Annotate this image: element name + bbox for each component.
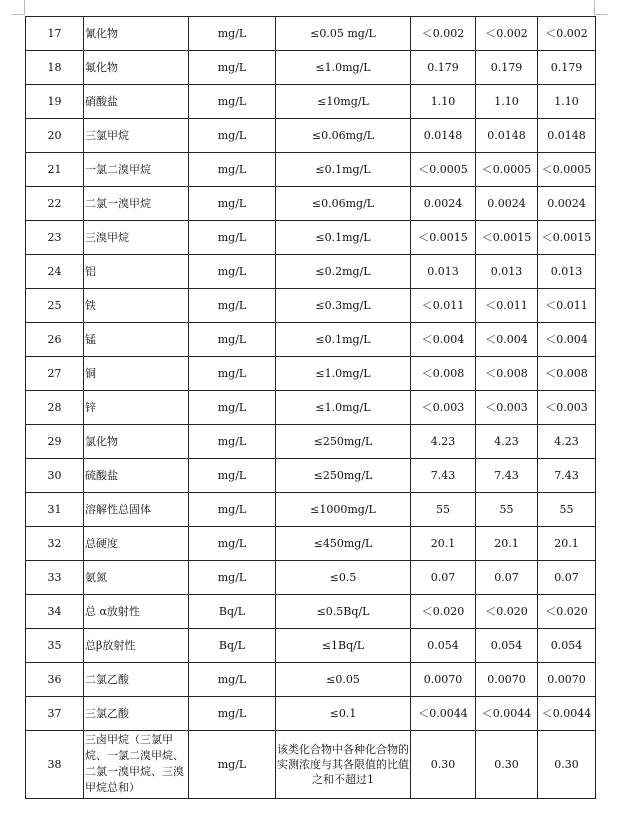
row-number: 34: [26, 595, 84, 629]
table-row: [26, 187, 596, 221]
item-name: 铝: [84, 255, 189, 289]
item-unit: mg/L: [189, 51, 276, 85]
row-number: 28: [26, 391, 84, 425]
row-number: 37: [26, 697, 84, 731]
item-name: 一氯二溴甲烷: [84, 153, 189, 187]
table-row: [26, 391, 596, 425]
result-3: 55: [538, 493, 596, 527]
result-3: ＜0.002: [538, 17, 596, 51]
item-limit: ≤1.0mg/L: [276, 51, 411, 85]
result-3: 7.43: [538, 459, 596, 493]
item-name: 硝酸盐: [84, 85, 189, 119]
result-1: ＜0.004: [411, 323, 476, 357]
item-name: 锰: [84, 323, 189, 357]
result-1: 20.1: [411, 527, 476, 561]
row-number: 25: [26, 289, 84, 323]
item-limit: ≤0.1mg/L: [276, 323, 411, 357]
row-number: 31: [26, 493, 84, 527]
row-number: 38: [26, 731, 84, 799]
result-3: ＜0.008: [538, 357, 596, 391]
result-2: ＜0.020: [476, 595, 538, 629]
result-2: 7.43: [476, 459, 538, 493]
result-3: ＜0.004: [538, 323, 596, 357]
result-3: ＜0.0005: [538, 153, 596, 187]
row-number: 30: [26, 459, 84, 493]
table-row: [26, 289, 596, 323]
table-row: [26, 85, 596, 119]
result-2: ＜0.0044: [476, 697, 538, 731]
result-3: 4.23: [538, 425, 596, 459]
item-limit: ≤0.1: [276, 697, 411, 731]
result-2: ＜0.0005: [476, 153, 538, 187]
result-2: ＜0.008: [476, 357, 538, 391]
item-name: 二氯乙酸: [84, 663, 189, 697]
table-row: [26, 697, 596, 731]
table-row: [26, 17, 596, 51]
item-limit: ≤1000mg/L: [276, 493, 411, 527]
result-1: 0.054: [411, 629, 476, 663]
item-name: 氨氮: [84, 561, 189, 595]
table-row: [26, 527, 596, 561]
result-3: ＜0.0044: [538, 697, 596, 731]
result-2: ＜0.003: [476, 391, 538, 425]
item-limit: ≤0.06mg/L: [276, 187, 411, 221]
result-3: ＜0.011: [538, 289, 596, 323]
result-1: 55: [411, 493, 476, 527]
row-number: 22: [26, 187, 84, 221]
item-unit: mg/L: [189, 255, 276, 289]
result-3: ＜0.0015: [538, 221, 596, 255]
result-1: 0.30: [411, 731, 476, 799]
item-limit: ≤0.2mg/L: [276, 255, 411, 289]
row-number: 33: [26, 561, 84, 595]
result-3: ＜0.003: [538, 391, 596, 425]
table-body: [26, 17, 596, 799]
item-name: 硫酸盐: [84, 459, 189, 493]
result-1: ＜0.020: [411, 595, 476, 629]
result-2: 4.23: [476, 425, 538, 459]
result-3: 0.0148: [538, 119, 596, 153]
table-row: [26, 595, 596, 629]
item-limit: ≤250mg/L: [276, 425, 411, 459]
result-3: 0.07: [538, 561, 596, 595]
item-unit: mg/L: [189, 425, 276, 459]
item-unit: mg/L: [189, 17, 276, 51]
item-limit: ≤0.06mg/L: [276, 119, 411, 153]
item-unit: Bq/L: [189, 595, 276, 629]
result-3: ＜0.020: [538, 595, 596, 629]
row-number: 17: [26, 17, 84, 51]
result-1: ＜0.0015: [411, 221, 476, 255]
item-name: 氰化物: [84, 17, 189, 51]
row-number: 32: [26, 527, 84, 561]
item-unit: mg/L: [189, 527, 276, 561]
result-3: 0.0024: [538, 187, 596, 221]
item-unit: mg/L: [189, 119, 276, 153]
item-unit: Bq/L: [189, 629, 276, 663]
row-number: 26: [26, 323, 84, 357]
table-row: [26, 459, 596, 493]
item-unit: mg/L: [189, 663, 276, 697]
item-limit: ≤1Bq/L: [276, 629, 411, 663]
result-1: ＜0.002: [411, 17, 476, 51]
table-row: [26, 357, 596, 391]
row-number: 23: [26, 221, 84, 255]
row-number: 20: [26, 119, 84, 153]
table-row: [26, 493, 596, 527]
item-name: 氯化物: [84, 425, 189, 459]
result-2: 0.0070: [476, 663, 538, 697]
item-unit: mg/L: [189, 153, 276, 187]
result-1: 0.0148: [411, 119, 476, 153]
item-limit: ≤1.0mg/L: [276, 391, 411, 425]
table-row: [26, 255, 596, 289]
result-2: 1.10: [476, 85, 538, 119]
item-name: 三卤甲烷（三氯甲烷、一氯二溴甲烷、二氯一溴甲烷、三溴甲烷总和）: [84, 731, 189, 799]
item-name: 三溴甲烷: [84, 221, 189, 255]
row-number: 18: [26, 51, 84, 85]
item-limit: ≤0.5Bq/L: [276, 595, 411, 629]
item-limit: ≤0.5: [276, 561, 411, 595]
item-unit: mg/L: [189, 357, 276, 391]
item-limit: ≤10mg/L: [276, 85, 411, 119]
row-number: 24: [26, 255, 84, 289]
result-3: 1.10: [538, 85, 596, 119]
row-number: 35: [26, 629, 84, 663]
result-2: 0.07: [476, 561, 538, 595]
table-row: [26, 51, 596, 85]
table-row: [26, 561, 596, 595]
result-2: 20.1: [476, 527, 538, 561]
result-2: 0.054: [476, 629, 538, 663]
result-2: 0.179: [476, 51, 538, 85]
item-unit: mg/L: [189, 697, 276, 731]
item-unit: mg/L: [189, 85, 276, 119]
item-name: 铁: [84, 289, 189, 323]
table-row: [26, 153, 596, 187]
result-1: 0.0070: [411, 663, 476, 697]
table-row: [26, 663, 596, 697]
result-2: ＜0.004: [476, 323, 538, 357]
item-limit: ≤450mg/L: [276, 527, 411, 561]
result-1: ＜0.011: [411, 289, 476, 323]
page-corner-mark-right: [594, 0, 607, 15]
page-corner-mark-left: [12, 0, 25, 15]
result-3: 0.013: [538, 255, 596, 289]
result-1: 0.179: [411, 51, 476, 85]
result-2: 0.013: [476, 255, 538, 289]
item-limit: ≤250mg/L: [276, 459, 411, 493]
result-2: ＜0.0015: [476, 221, 538, 255]
item-unit: mg/L: [189, 323, 276, 357]
result-3: 20.1: [538, 527, 596, 561]
result-1: 0.0024: [411, 187, 476, 221]
item-name: 总β放射性: [84, 629, 189, 663]
item-unit: mg/L: [189, 493, 276, 527]
item-limit: ≤0.3mg/L: [276, 289, 411, 323]
result-3: 0.0070: [538, 663, 596, 697]
item-unit: mg/L: [189, 561, 276, 595]
result-3: 0.054: [538, 629, 596, 663]
result-1: 0.07: [411, 561, 476, 595]
table-row: [26, 425, 596, 459]
item-limit: ≤0.05 mg/L: [276, 17, 411, 51]
table-row: [26, 731, 596, 799]
result-2: ＜0.002: [476, 17, 538, 51]
item-limit: ≤0.1mg/L: [276, 153, 411, 187]
result-1: 0.013: [411, 255, 476, 289]
table-row: [26, 629, 596, 663]
item-limit: ≤0.05: [276, 663, 411, 697]
table-row: [26, 221, 596, 255]
item-name: 总硬度: [84, 527, 189, 561]
table-row: [26, 323, 596, 357]
item-unit: mg/L: [189, 391, 276, 425]
item-limit: ≤1.0mg/L: [276, 357, 411, 391]
result-2: 0.0148: [476, 119, 538, 153]
result-1: 7.43: [411, 459, 476, 493]
row-number: 27: [26, 357, 84, 391]
result-2: 0.0024: [476, 187, 538, 221]
row-number: 36: [26, 663, 84, 697]
item-name: 总 α放射性: [84, 595, 189, 629]
item-name: 二氯一溴甲烷: [84, 187, 189, 221]
result-1: 1.10: [411, 85, 476, 119]
item-limit: 该类化合物中各种化合物的实测浓度与其各限值的比值之和不超过1: [276, 731, 411, 799]
result-1: ＜0.0044: [411, 697, 476, 731]
item-name: 溶解性总固体: [84, 493, 189, 527]
result-1: ＜0.008: [411, 357, 476, 391]
result-2: 55: [476, 493, 538, 527]
row-number: 19: [26, 85, 84, 119]
item-name: 三氯乙酸: [84, 697, 189, 731]
row-number: 29: [26, 425, 84, 459]
item-unit: mg/L: [189, 289, 276, 323]
result-2: 0.30: [476, 731, 538, 799]
item-name: 锌: [84, 391, 189, 425]
item-unit: mg/L: [189, 459, 276, 493]
result-3: 0.30: [538, 731, 596, 799]
item-name: 铜: [84, 357, 189, 391]
result-1: 4.23: [411, 425, 476, 459]
item-unit: mg/L: [189, 731, 276, 799]
table-row: [26, 119, 596, 153]
row-number: 21: [26, 153, 84, 187]
result-1: ＜0.0005: [411, 153, 476, 187]
water-quality-table: [25, 16, 596, 799]
result-3: 0.179: [538, 51, 596, 85]
result-2: ＜0.011: [476, 289, 538, 323]
item-unit: mg/L: [189, 221, 276, 255]
item-limit: ≤0.1mg/L: [276, 221, 411, 255]
item-name: 氟化物: [84, 51, 189, 85]
item-unit: mg/L: [189, 187, 276, 221]
item-name: 三氯甲烷: [84, 119, 189, 153]
result-1: ＜0.003: [411, 391, 476, 425]
